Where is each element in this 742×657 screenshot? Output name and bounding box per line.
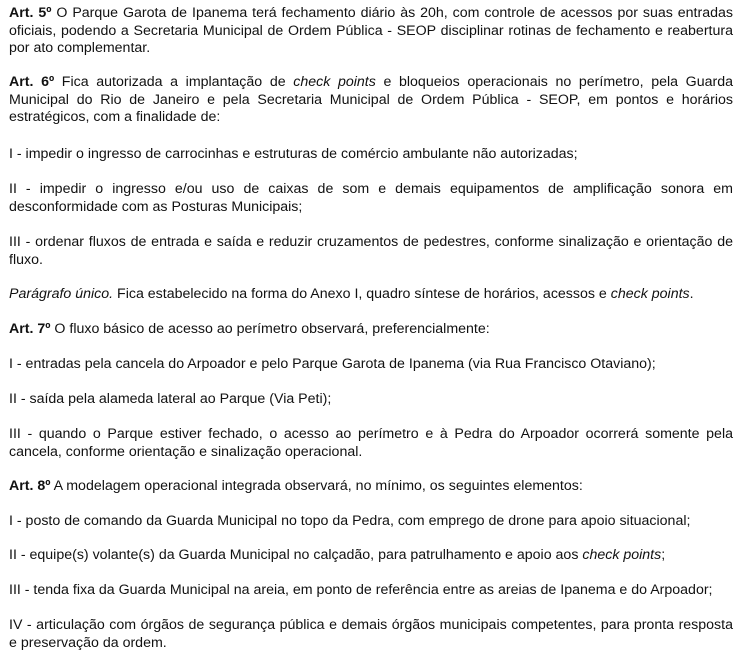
article-8-item-2	[9, 547, 733, 565]
article-8-item-2-end: ;	[661, 547, 666, 563]
article-7-item-1: I - entradas pela cancela do Arpoador e pelo Parque Garota de Ipanema (via Rua Francisco Otaviano);	[9, 356, 656, 372]
article-7-item-3: III - quando o Parque estiver fechado, o acesso ao perímetro e à Pedra do Arpoador ocorrerá somente pela cancela, conforme orientação e sinalização operacional.	[9, 426, 733, 460]
article-8	[9, 478, 733, 496]
article-8-text: A modelagem operacional integrada observará, no mínimo, os seguintes elementos:	[50, 478, 583, 494]
article-8-item-3: III - tenda fixa da Guarda Municipal na areia, em ponto de referência entre as areias de Ipanema e do Arpoador;	[9, 582, 713, 598]
article-8-item-2-text: II - equipe(s) volante(s) da Guarda Municipal no calçadão, para patrulhamento e apoio aos	[9, 547, 583, 563]
article-6-item-2: II - impedir o ingresso e/ou uso de caixas de som e demais equipamentos de amplificação sonora em desconformidade com as Posturas Municipais;	[9, 181, 733, 215]
sole-paragraph-label: Parágrafo único.	[9, 286, 114, 302]
article-8-item-1: I - posto de comando da Guarda Municipal no topo da Pedra, com emprego de drone para apoio situacional;	[9, 513, 691, 529]
article-5	[9, 5, 733, 58]
article-6	[9, 74, 733, 127]
article-7-item-2: II - saída pela alameda lateral ao Parque (Via Peti);	[9, 391, 332, 407]
article-6-term: check points	[293, 74, 376, 90]
article-6-item-1: I - impedir o ingresso de carrocinhas e estruturas de comércio ambulante não autorizadas;	[9, 146, 578, 162]
article-6-sole-paragraph	[9, 286, 733, 304]
sole-paragraph-text: Fica estabelecido na forma do Anexo I, quadro síntese de horários, acessos e	[113, 286, 611, 302]
article-6-item-3: III - ordenar fluxos de entrada e saída e reduzir cruzamentos de pedestres, conforme sinalização e orientação de fluxo.	[9, 234, 733, 268]
article-8-label: Art. 8º	[9, 478, 51, 494]
sole-paragraph-term: check points	[610, 286, 690, 302]
article-6-text-a: Fica autorizada a implantação de	[54, 74, 294, 90]
article-7-text: O fluxo básico de acesso ao perímetro observará, preferencialmente:	[50, 321, 490, 337]
article-6-text-b: e bloqueios operacionais no perímetro, pela Guarda Municipal do Rio de Janeiro e pela Secretaria Municipal de Ordem Pública - SEOP, em pontos e horários estratégicos, com a finalidade de:	[9, 74, 733, 125]
article-8-item-2-term: check points	[582, 547, 662, 563]
article-8-item-4: IV - articulação com órgãos de segurança pública e demais órgãos municipais competentes, para pronta resposta e preservação da ordem.	[9, 617, 733, 651]
article-7	[9, 321, 733, 339]
article-7-label: Art. 7º	[9, 321, 51, 337]
article-5-label: Art. 5º	[9, 5, 52, 21]
sole-paragraph-end: .	[689, 286, 694, 302]
article-5-text: O Parque Garota de Ipanema terá fechamento diário às 20h, com controle de acessos por suas entradas oficiais, podendo a Secretaria Municipal de Ordem Pública - SEOP disciplinar rotinas de fechamento e reabertura por ato complementar.	[9, 5, 733, 56]
article-6-label: Art. 6º	[9, 74, 55, 90]
